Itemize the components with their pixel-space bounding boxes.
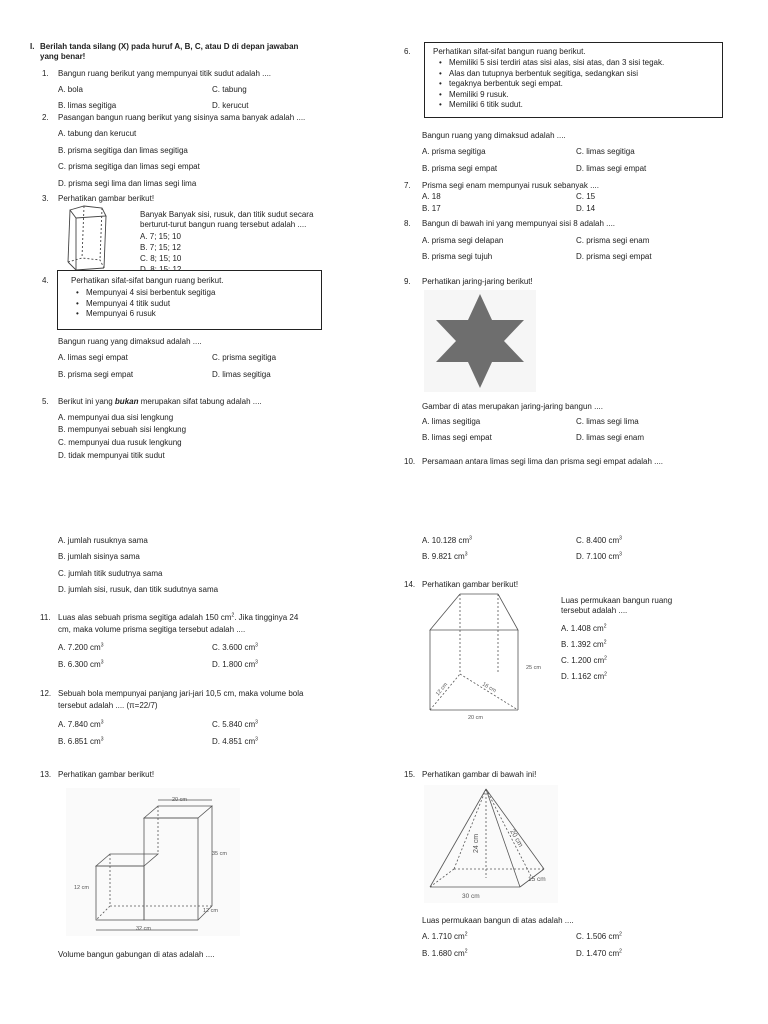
dim-top-label: 20 cm bbox=[172, 797, 187, 803]
dim-side-2-label: 16 cm bbox=[481, 681, 497, 695]
option-d[interactable]: D. 4.851 $cm^3$ bbox=[212, 736, 258, 746]
option-a[interactable]: A. 7.200 $cm^3$ bbox=[58, 642, 104, 652]
option-d[interactable]: D. 1.162 $cm^2$ bbox=[561, 671, 607, 681]
question-text-line-2: tersebut adalah .... bbox=[561, 606, 628, 615]
option-d[interactable]: D. 7.100 $cm^3$ bbox=[576, 551, 622, 561]
question-number: 3. bbox=[42, 194, 49, 203]
option-b[interactable]: B. 9.821 $cm^3$ bbox=[422, 551, 468, 561]
option-a[interactable]: A. 7; 15; 10 bbox=[140, 232, 181, 241]
question-number: 9. bbox=[404, 277, 411, 286]
dim-left-label: 12 cm bbox=[74, 885, 89, 891]
question-description-line-2: berturut-turut bangun ruang tersebut adalah .... bbox=[140, 220, 307, 229]
question-number: 14. bbox=[404, 580, 416, 589]
dim-slant-label: 20 cm bbox=[508, 828, 524, 849]
property-item-continuation: • tegaknya berbentuk segi empat. bbox=[437, 79, 664, 90]
option-b[interactable]: B. 6.300 $cm^3$ bbox=[58, 659, 104, 669]
question-text: Bangun ruang yang dimaksud adalah .... bbox=[422, 131, 566, 140]
option-d[interactable]: D. prisma segi empat bbox=[576, 252, 652, 261]
option-d[interactable]: D. limas segi enam bbox=[576, 433, 645, 442]
question-text-line-2: cm, maka volume prisma segitiga tersebut adalah .... bbox=[58, 625, 246, 634]
question-number: 11. bbox=[40, 613, 51, 622]
option-a[interactable]: A. prisma segitiga bbox=[422, 147, 486, 156]
option-d[interactable]: D. prisma segi lima dan limas segi lima bbox=[58, 179, 197, 188]
option-c[interactable]: C. limas segitiga bbox=[576, 147, 635, 156]
question-text: Bangun di bawah ini yang mempunyai sisi 8 adalah .... bbox=[422, 219, 616, 228]
question-text: Pasangan bangun ruang berikut yang sisinya sama banyak adalah .... bbox=[58, 113, 306, 122]
properties-box bbox=[57, 270, 322, 330]
instruction-line-2: yang benar! bbox=[40, 52, 86, 61]
question-text: Perhatikan jaring-jaring berikut! bbox=[422, 277, 533, 286]
option-a[interactable]: A. 10.128 $cm^3$ bbox=[422, 535, 472, 545]
option-c[interactable]: C. jumlah titik sudutnya sama bbox=[58, 569, 163, 578]
question-number: 8. bbox=[404, 219, 411, 228]
option-b[interactable]: B. jumlah sisinya sama bbox=[58, 552, 140, 561]
option-a[interactable]: A. 7.840 $cm^3$ bbox=[58, 719, 104, 729]
option-c[interactable]: C. limas segi lima bbox=[576, 417, 639, 426]
option-c[interactable]: C. prisma segitiga bbox=[212, 353, 277, 362]
dim-depth-label: 12 cm bbox=[203, 908, 218, 914]
option-c[interactable]: C. tabung bbox=[212, 85, 247, 94]
dim-height-label: 25 cm bbox=[526, 665, 541, 671]
question-text: Luas permukaan bangun di atas adalah .... bbox=[422, 916, 574, 925]
question-number: 13. bbox=[40, 770, 52, 779]
option-d[interactable]: D. 1.800 $cm^3$ bbox=[212, 659, 258, 669]
option-a[interactable]: A. 1.408 $cm^2$ bbox=[561, 623, 607, 633]
dim-depth-label: 15 cm bbox=[528, 876, 546, 883]
option-a[interactable]: A. limas segi empat bbox=[58, 353, 128, 362]
option-a[interactable]: A. jumlah rusuknya sama bbox=[58, 536, 148, 545]
question-text: Bangun ruang yang dimaksud adalah .... bbox=[58, 337, 202, 346]
option-c[interactable]: C. 8.400 $cm^3$ bbox=[576, 535, 622, 545]
pentagonal-prism-figure bbox=[62, 204, 114, 274]
option-c[interactable]: C. 15 bbox=[576, 192, 596, 201]
option-c[interactable]: C. 5.840 $cm^3$ bbox=[212, 719, 258, 729]
option-a[interactable]: A. mempunyai dua sisi lengkung bbox=[58, 413, 174, 422]
question-text-line-1: Sebuah bola mempunyai panjang jari-jari 10,5 cm, maka volume bola bbox=[58, 689, 304, 698]
dim-bottom-label: 32 cm bbox=[136, 926, 151, 932]
question-text-line-1: Luas alas sebuah prisma segitiga adalah 150 $cm^2$. Jika tingginya 24 bbox=[58, 612, 299, 622]
question-text: Persamaan antara limas segi lima dan prisma segi empat adalah .... bbox=[422, 457, 664, 466]
question-text-line-2: tersebut adalah .... (π=22/7) bbox=[58, 701, 158, 710]
question-text: Bangun ruang berikut yang mempunyai titik sudut adalah .... bbox=[58, 69, 272, 78]
question-text: Berikut ini yang bukan merupakan sifat tabung adalah .... bbox=[58, 397, 262, 406]
question-text: Perhatikan gambar berikut! bbox=[58, 770, 155, 779]
composite-prism-figure bbox=[66, 788, 240, 936]
question-number: 2. bbox=[42, 113, 49, 122]
dim-base-label: 20 cm bbox=[468, 715, 483, 721]
option-a[interactable]: A. 1.710 $cm^2$ bbox=[422, 931, 468, 941]
option-a[interactable]: A. bola bbox=[58, 85, 83, 94]
question-number: 5. bbox=[42, 397, 49, 406]
question-text: Perhatikan gambar berikut! bbox=[58, 194, 155, 203]
option-b[interactable]: B. prisma segitiga dan limas segitiga bbox=[58, 146, 188, 155]
option-b[interactable]: B. limas segi empat bbox=[422, 433, 492, 442]
property-item: • Mempunyai 4 titik sudut bbox=[74, 299, 215, 310]
option-a[interactable]: A. prisma segi delapan bbox=[422, 236, 504, 245]
option-c[interactable]: C. prisma segitiga dan limas segi empat bbox=[58, 162, 200, 171]
option-b[interactable]: B. 1.392 $cm^2$ bbox=[561, 639, 607, 649]
question-text: Volume bangun gabungan di atas adalah .... bbox=[58, 950, 215, 959]
option-b[interactable]: B. prisma segi empat bbox=[422, 164, 498, 173]
option-d[interactable]: D. limas segitiga bbox=[212, 370, 271, 379]
option-b[interactable]: B. mempunyai sebuah sisi lengkung bbox=[58, 425, 187, 434]
question-description-line-1: Banyak Banyak sisi, rusuk, dan titik sudut secara bbox=[140, 210, 314, 219]
question-number: 7. bbox=[404, 181, 411, 190]
property-item: • Memiliki 9 rusuk. bbox=[437, 90, 664, 101]
option-c[interactable]: C. 1.506 $cm^2$ bbox=[576, 931, 622, 941]
option-b[interactable]: B. 1.680 $cm^2$ bbox=[422, 948, 468, 958]
triangular-prism-figure bbox=[422, 590, 552, 722]
property-item: • Mempunyai 6 rusuk bbox=[74, 309, 215, 320]
property-item: • Alas dan tutupnya berbentuk segitiga, sedangkan sisi bbox=[437, 69, 664, 80]
property-item: • Mempunyai 4 sisi berbentuk segitiga bbox=[74, 288, 215, 299]
properties-box bbox=[424, 42, 723, 118]
option-c[interactable]: C. 8; 15; 10 bbox=[140, 254, 182, 263]
option-c[interactable]: C. mempunyai dua rusuk lengkung bbox=[58, 438, 182, 447]
question-text: Gambar di atas merupakan jaring-jaring bangun .... bbox=[422, 402, 603, 411]
option-a[interactable]: A. 18 bbox=[422, 192, 441, 201]
property-item: • Memiliki 6 titik sudut. bbox=[437, 100, 664, 111]
question-number: 15. bbox=[404, 770, 416, 779]
option-d[interactable]: D. 14 bbox=[576, 204, 596, 213]
option-c[interactable]: C. prisma segi enam bbox=[576, 236, 650, 245]
question-text: Perhatikan gambar di bawah ini! bbox=[422, 770, 537, 779]
dim-height-label: 24 cm bbox=[473, 833, 480, 853]
option-a[interactable]: A. tabung dan kerucut bbox=[58, 129, 137, 138]
property-item: • Memiliki 5 sisi terdiri atas sisi alas, sisi atas, dan 3 sisi tegak. bbox=[437, 58, 664, 69]
option-b[interactable]: B. limas segitiga bbox=[58, 101, 117, 110]
instruction-number: I. bbox=[30, 42, 35, 51]
properties-list bbox=[437, 58, 664, 111]
option-c[interactable]: C. 1.200 $cm^2$ bbox=[561, 655, 607, 665]
option-c[interactable]: C. 3.600 $cm^3$ bbox=[212, 642, 258, 652]
option-d[interactable]: D. 1.470 $cm^2$ bbox=[576, 948, 622, 958]
question-text: Perhatikan gambar berikut! bbox=[422, 580, 519, 589]
option-d[interactable]: D. kerucut bbox=[212, 101, 249, 110]
option-b[interactable]: B. 7; 15; 12 bbox=[140, 243, 181, 252]
option-d[interactable]: D. tidak mempunyai titik sudut bbox=[58, 451, 165, 460]
question-number: 6. bbox=[404, 47, 411, 56]
dim-right-label: 35 cm bbox=[212, 851, 227, 857]
properties-list bbox=[74, 288, 215, 320]
option-a[interactable]: A. limas segitiga bbox=[422, 417, 481, 426]
option-d[interactable]: D. jumlah sisi, rusuk, dan titik sudutnya sama bbox=[58, 585, 219, 594]
dim-base-label: 30 cm bbox=[462, 893, 480, 900]
hexagram-net-figure bbox=[424, 290, 536, 392]
option-d[interactable]: D. limas segi empat bbox=[576, 164, 647, 173]
option-b[interactable]: B. 17 bbox=[422, 204, 441, 213]
option-b[interactable]: B. 6.851 $cm^3$ bbox=[58, 736, 104, 746]
question-number: 10. bbox=[404, 457, 416, 466]
properties-heading: Perhatikan sifat-sifat bangun ruang berikut. bbox=[433, 47, 586, 56]
dim-side-1-label: 12 cm bbox=[434, 681, 450, 698]
question-text-line-1: Luas permukaan bangun ruang bbox=[561, 596, 673, 605]
question-text: Prisma segi enam mempunyai rusuk sebanyak .... bbox=[422, 181, 599, 190]
properties-heading: Perhatikan sifat-sifat bangun ruang berikut. bbox=[71, 276, 224, 285]
option-b[interactable]: B. prisma segi empat bbox=[58, 370, 134, 379]
instruction-line-1: Berilah tanda silang (X) pada huruf A, B, C, atau D di depan jawaban bbox=[40, 42, 299, 51]
option-b[interactable]: B. prisma segi tujuh bbox=[422, 252, 493, 261]
question-number: 1. bbox=[42, 69, 49, 78]
square-pyramid-figure bbox=[424, 785, 558, 903]
question-number: 4. bbox=[42, 276, 49, 285]
question-number: 12. bbox=[40, 689, 52, 698]
